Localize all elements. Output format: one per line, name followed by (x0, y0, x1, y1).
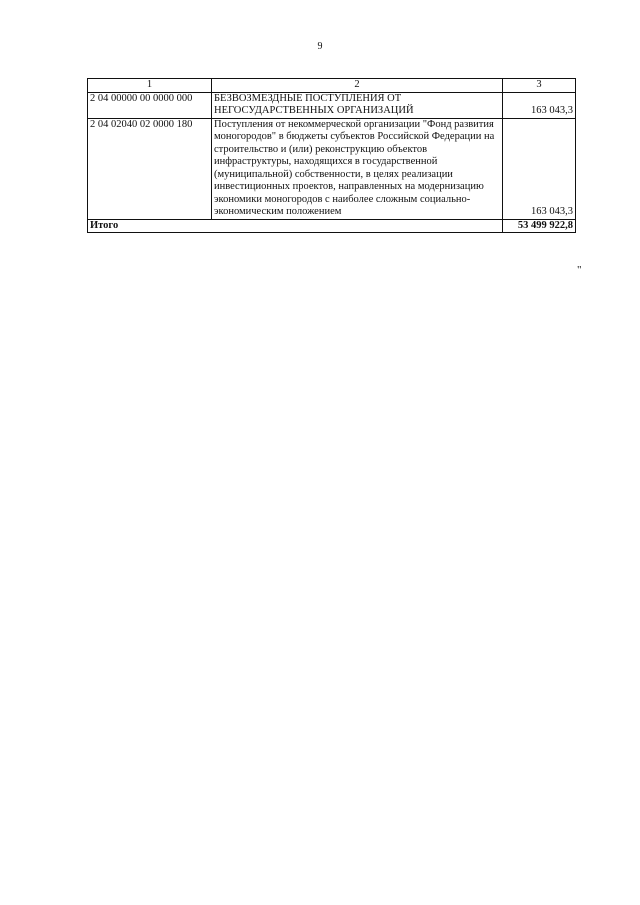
column-header-2: 2 (212, 79, 503, 93)
table-row (88, 118, 576, 219)
revenue-code: 2 04 00000 00 0000 000 (88, 92, 212, 118)
budget-revenue-table (87, 78, 576, 233)
column-header-3: 3 (503, 79, 576, 93)
total-label: Итого (88, 219, 503, 233)
total-row (88, 219, 576, 233)
revenue-amount: 163 043,3 (503, 92, 576, 118)
revenue-name: Поступления от некоммерческой организации "Фонд развития моногородов" в бюджеты субъектов Российской Федерации на строительство и (или) реконструкцию объектов инфраструктуры, находящихся в государственной (муниципальной) собственности, в целях реализации инвестиционных проектов, направленных на модернизацию экономики моногородов с наиболее сложным социально-экономическим положением (212, 118, 503, 219)
revenue-code: 2 04 02040 02 0000 180 (88, 118, 212, 219)
page-number: 9 (317, 41, 323, 52)
table-row (88, 92, 576, 118)
table-header-row (88, 79, 576, 93)
total-amount: 53 499 922,8 (503, 219, 576, 233)
column-header-1: 1 (88, 79, 212, 93)
closing-quote-mark: " (577, 264, 582, 276)
revenue-name: БЕЗВОЗМЕЗДНЫЕ ПОСТУПЛЕНИЯ ОТ НЕГОСУДАРСТВЕННЫХ ОРГАНИЗАЦИЙ (212, 92, 503, 118)
revenue-amount: 163 043,3 (503, 118, 576, 219)
